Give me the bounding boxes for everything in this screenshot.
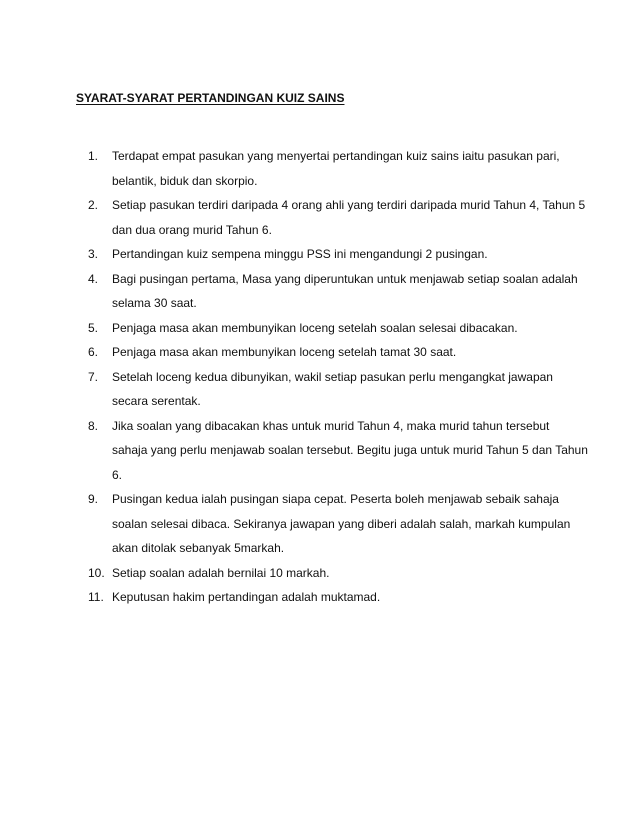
list-item-text: Setiap pasukan terdiri daripada 4 orang ahli yang terdiri daripada murid Tahun 4, Tahun 5 dan dua orang murid Tahun 6. — [112, 198, 586, 237]
list-item — [88, 316, 588, 341]
list-item-number: 5. — [88, 320, 99, 335]
list-item — [88, 414, 588, 488]
rules-list — [88, 144, 588, 610]
list-item-number: 11. — [88, 590, 104, 604]
list-item-text: Bagi pusingan pertama, Masa yang diperuntukan untuk menjawab setiap soalan adalah selama 30 saat. — [112, 271, 578, 310]
list-item-number: 9. — [88, 492, 99, 506]
list-item-text: Keputusan hakim pertandingan adalah muktamad. — [112, 590, 381, 604]
list-item — [88, 340, 588, 365]
list-item-number: 1. — [88, 149, 99, 163]
list-item — [88, 487, 588, 561]
list-item — [88, 144, 588, 193]
list-item-text: Pusingan kedua ialah pusingan siapa cepat. Peserta boleh menjawab sebaik sahaja soalan selesai dibaca. Sekiranya jawapan yang diberi adalah salah, markah kumpulan akan ditolak sebanyak 5markah. — [112, 492, 571, 555]
list-item-number: 7. — [88, 369, 99, 384]
list-item-number: 3. — [88, 247, 99, 261]
list-item-number: 2. — [88, 198, 99, 212]
list-item-number: 8. — [88, 418, 99, 433]
list-item-number: 4. — [88, 271, 99, 286]
document-title: SYARAT-SYARAT PERTANDINGAN KUIZ SAINS — [76, 91, 345, 105]
list-item-number: 6. — [88, 345, 99, 359]
list-item — [88, 561, 588, 586]
list-item — [88, 193, 588, 242]
list-item — [88, 267, 588, 316]
list-item-text: Setiap soalan adalah bernilai 10 markah. — [112, 565, 330, 580]
list-item-number: 10. — [88, 565, 105, 580]
list-item — [88, 365, 588, 414]
list-item — [88, 585, 588, 610]
list-item — [88, 242, 588, 267]
list-item-text: Setelah loceng kedua dibunyikan, wakil setiap pasukan perlu mengangkat jawapan secara serentak. — [112, 369, 553, 408]
list-item-text: Jika soalan yang dibacakan khas untuk murid Tahun 4, maka murid tahun tersebut sahaja yang perlu menjawab soalan tersebut. Begitu juga untuk murid Tahun 5 dan Tahun 6. — [112, 418, 588, 482]
list-item-text: Pertandingan kuiz sempena minggu PSS ini mengandungi 2 pusingan. — [112, 247, 488, 261]
list-item-text: Terdapat empat pasukan yang menyertai pertandingan kuiz sains iaitu pasukan pari, belantik, biduk dan skorpio. — [112, 149, 560, 188]
list-item-text: Penjaga masa akan membunyikan loceng setelah soalan selesai dibacakan. — [112, 320, 518, 335]
list-item-text: Penjaga masa akan membunyikan loceng setelah tamat 30 saat. — [112, 345, 457, 359]
